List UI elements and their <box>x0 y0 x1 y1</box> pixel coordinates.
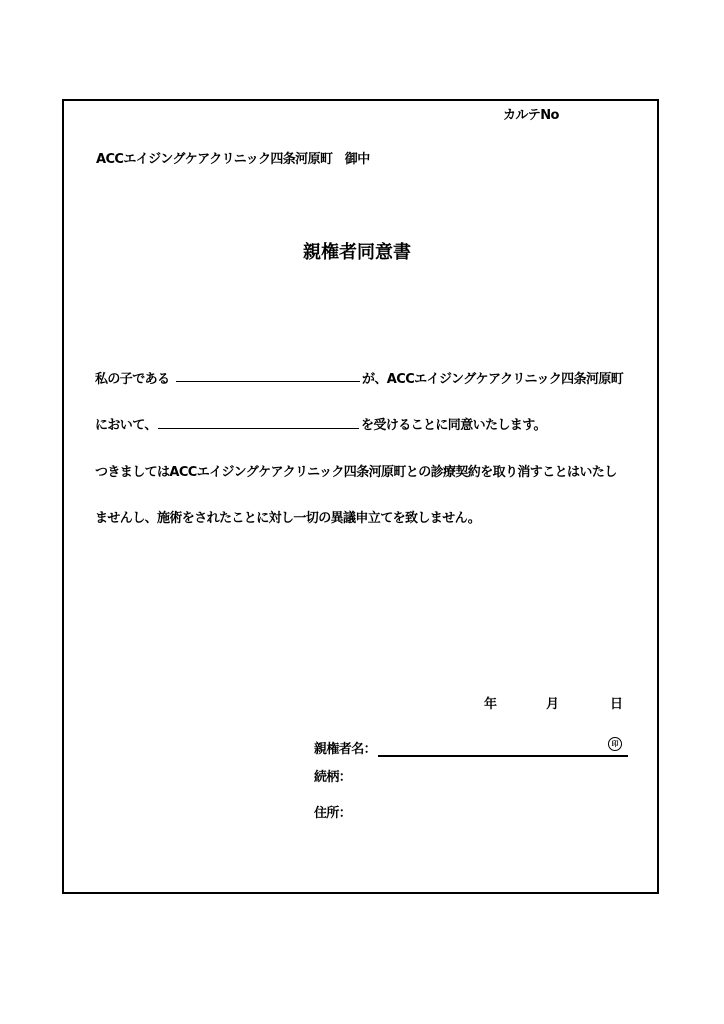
guardian-name-label: 親権者名： <box>314 742 377 757</box>
date-year-label: 年 <box>484 697 497 712</box>
addressee: ACCエイジングケアクリニック四条河原町 御中 <box>96 152 370 167</box>
guardian-name-field[interactable] <box>378 744 628 757</box>
karte-no-label: カルテNo <box>503 108 559 123</box>
relationship-label: 続柄： <box>314 770 352 785</box>
body-line2-prefix: において、 <box>95 418 157 433</box>
document-frame <box>62 99 659 894</box>
procedure-field[interactable] <box>158 416 359 429</box>
body-line4: ませんし、施術をされたことに対し一切の異議申立てを致しません。 <box>95 511 481 526</box>
body-line1-suffix: が、ACCエイジングケアクリニック四条河原町 <box>362 372 624 387</box>
body-line3: つきましてはACCエイジングケアクリニック四条河原町との診療契約を取り消すことはいたし <box>95 465 617 480</box>
seal-icon: 印 <box>608 737 622 751</box>
page-title: 親権者同意書 <box>303 242 411 263</box>
child-name-field[interactable] <box>176 369 360 382</box>
body-line1-prefix: 私の子である <box>95 372 170 387</box>
body-line2-suffix: を受けることに同意いたします。 <box>361 418 546 433</box>
date-month-label: 月 <box>546 697 559 712</box>
date-day-label: 日 <box>610 697 623 712</box>
address-label: 住所： <box>314 806 352 821</box>
